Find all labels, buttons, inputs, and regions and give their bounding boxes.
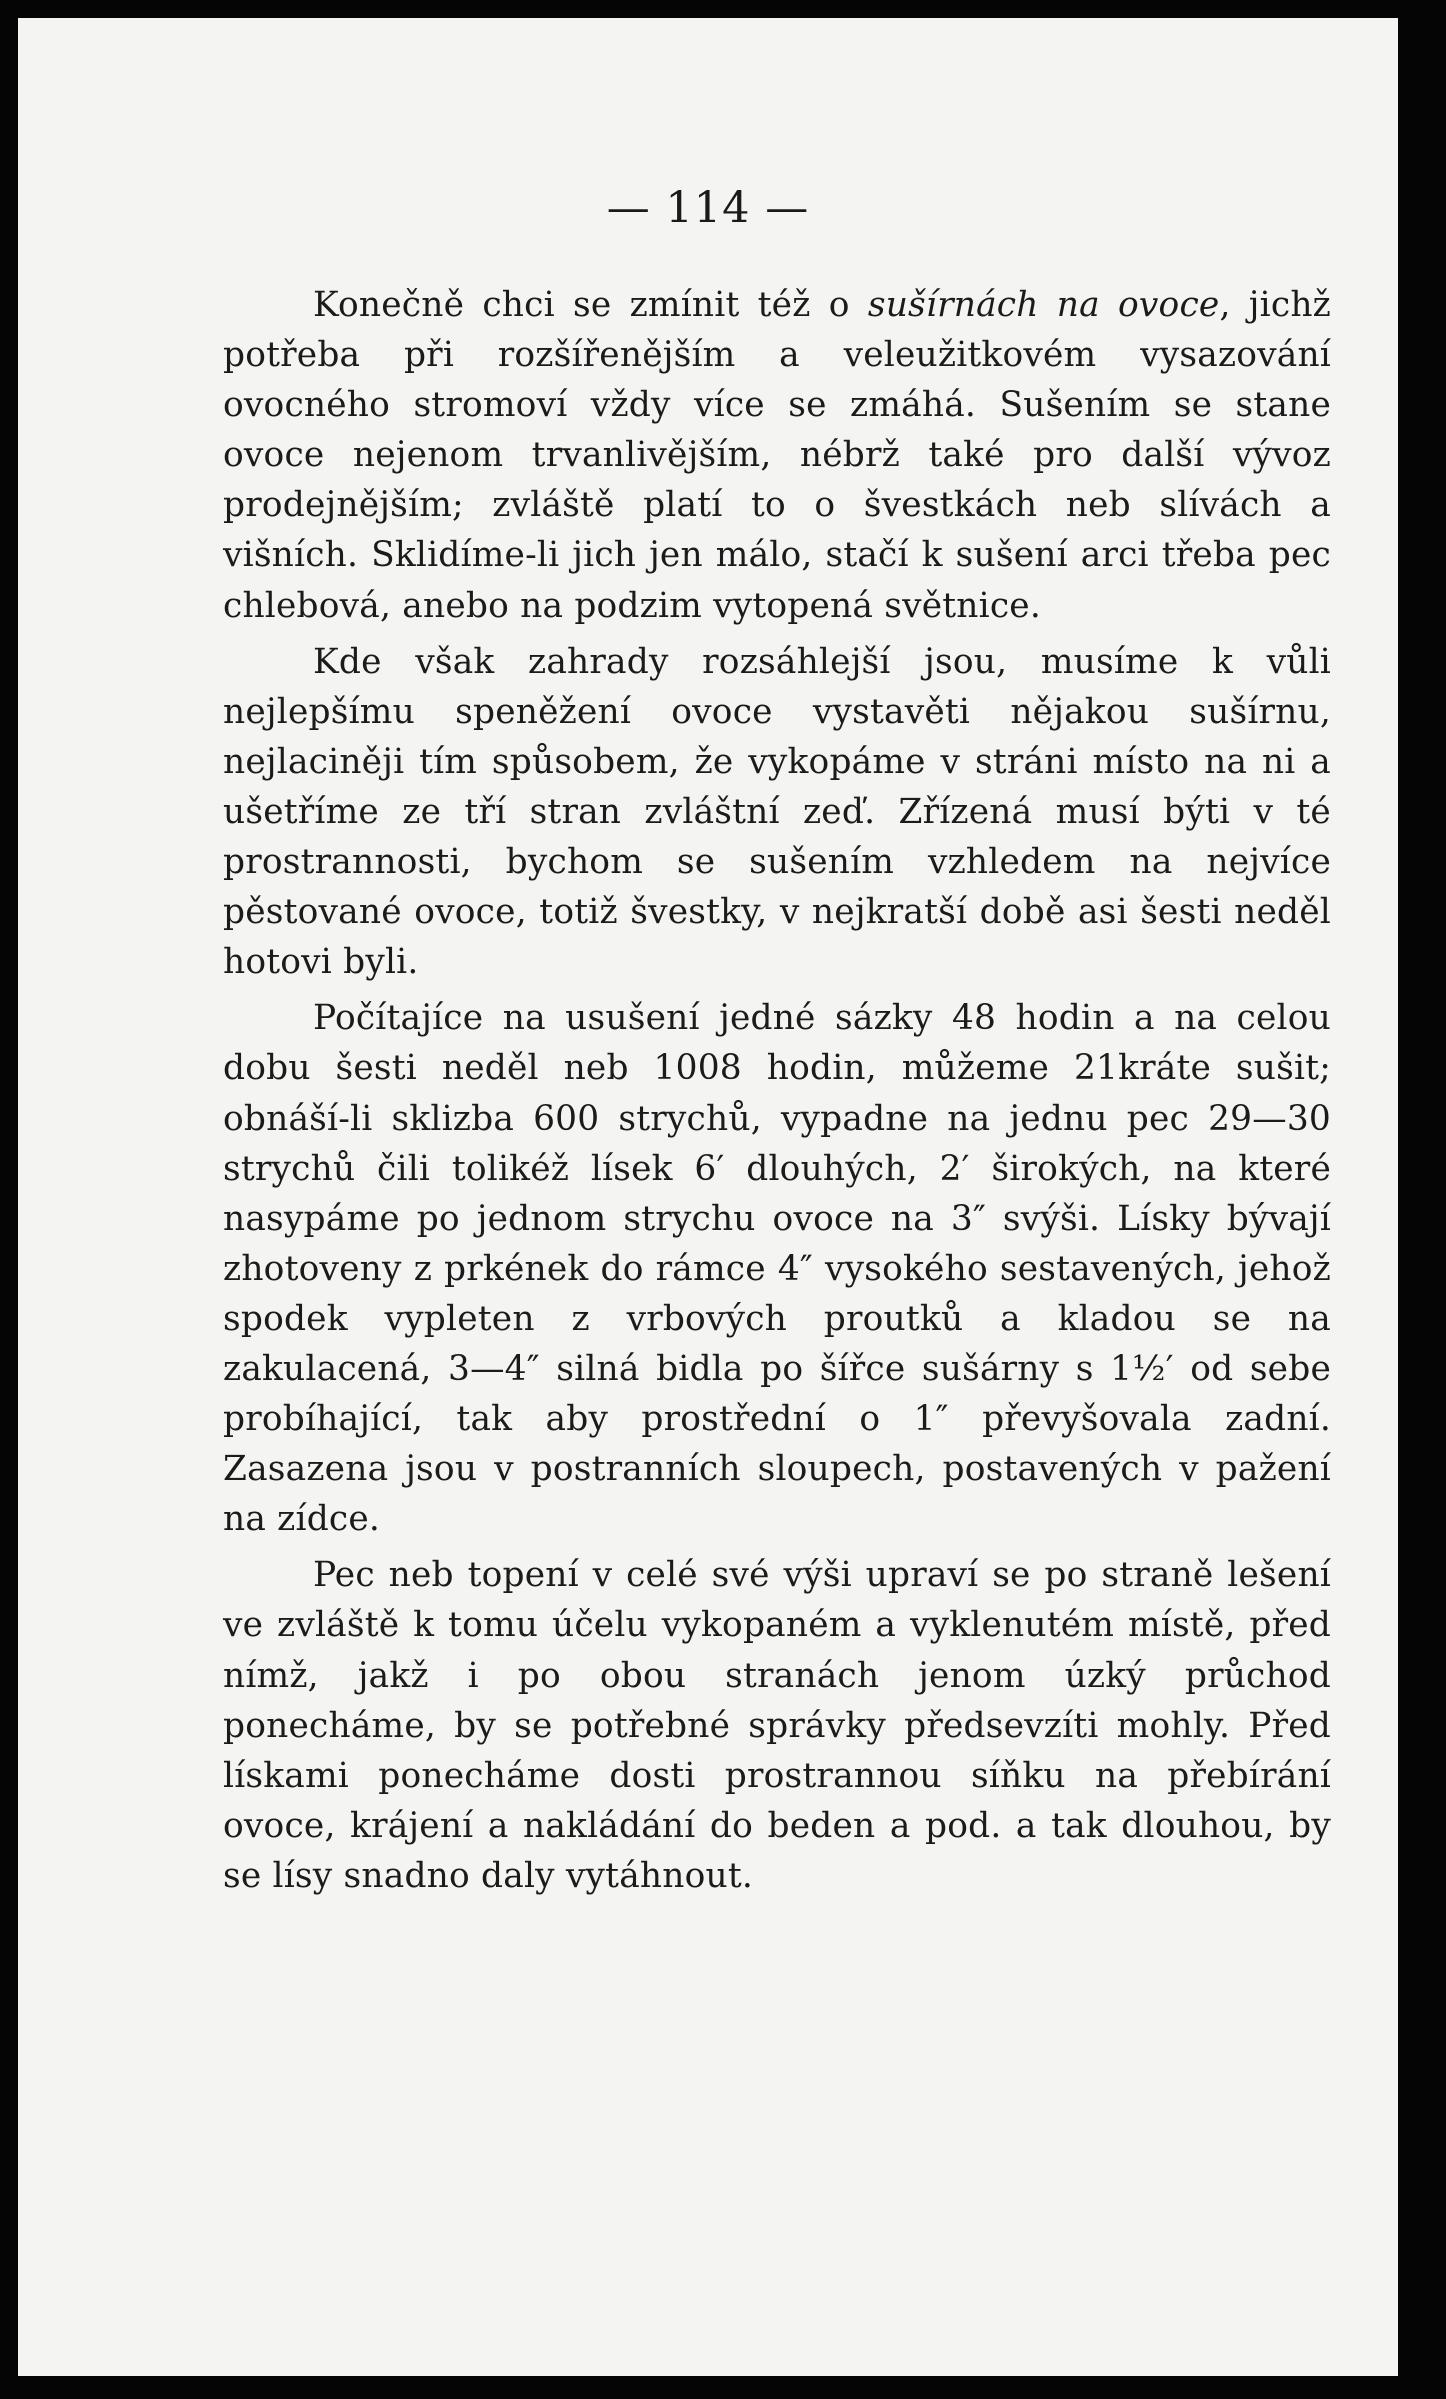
body-text [223,280,1331,1907]
book-page [18,18,1398,2376]
paragraph-2: Kde však zahrady rozsáhlejší jsou, musíme k vůli nejlepšímu speněžení ovoce vystavěti nějakou sušírnu, nejlaciněji tím spůsobem, že vykopáme v stráni místo na ni a ušetříme ze tří stran zvláštní zeď. Zřízená musí býti v té prostrannosti, bychom se sušením vzhledem na nejvíce pěstované ovoce, totiž švestky, v nejkratší době asi šesti neděl hotovi byli. [223,641,1331,983]
paragraph-1-start: Konečně chci se zmínit též o [313,285,868,325]
paragraph-3: Počítajíce na usušení jedné sázky 48 hodin a na celou dobu šesti neděl neb 1008 hodin, můžeme 21kráte sušit; obnáší-li sklizba 600 strychů, vypadne na jednu pec 29—30 strychů čili tolikéž lísek 6′ dlouhých, 2′ širokých, na které nasypáme po jednom strychu ovoce na 3″ svýši. Lísky bývají zhotoveny z prkének do rámce 4″ vysokého sestavených, jehož spodek vypleten z vrbových proutků a kladou se na zakulacená, 3—4″ silná bidla po šířce sušárny s 1½′ od sebe probíhající, tak aby prostřední o 1″ převyšovala zadní. Zasazena jsou v postranních sloupech, postavených v pažení na zídce. [223,998,1331,1540]
paragraph-4: Pec neb topení v celé své výši upraví se po straně lešení ve zvláště k tomu účelu vykopaném a vyklenutém místě, před nímž, jakž i po obou stranách jenom úzký průchod ponecháme, by se potřebné správky předsevzíti mohly. Před lískami ponecháme dosti prostrannou síňku na přebírání ovoce, krájení a nakládání do beden a pod. a tak dlouhou, by se lísy snadno daly vytáhnout. [223,1555,1331,1896]
paragraph-1-emphasis: sušírnách na ovoce [867,285,1220,325]
paragraph-1-rest: , jichž potřeba při rozšířenějším a veleužitkovém vysazování ovocného stromoví vždy více se zmáhá. Sušením se stane ovoce nejenom trvanlivějším, nébrž také pro další vývoz prodejnějším; zvláště platí to o švestkách neb slívách a višních. Sklidíme-li jich jen málo, stačí k sušení arci třeba pec chlebová, anebo na podzim vytopená světnice. [223,285,1331,626]
paragraph-1 [223,280,1331,631]
page-number: — 114 — [606,183,810,233]
